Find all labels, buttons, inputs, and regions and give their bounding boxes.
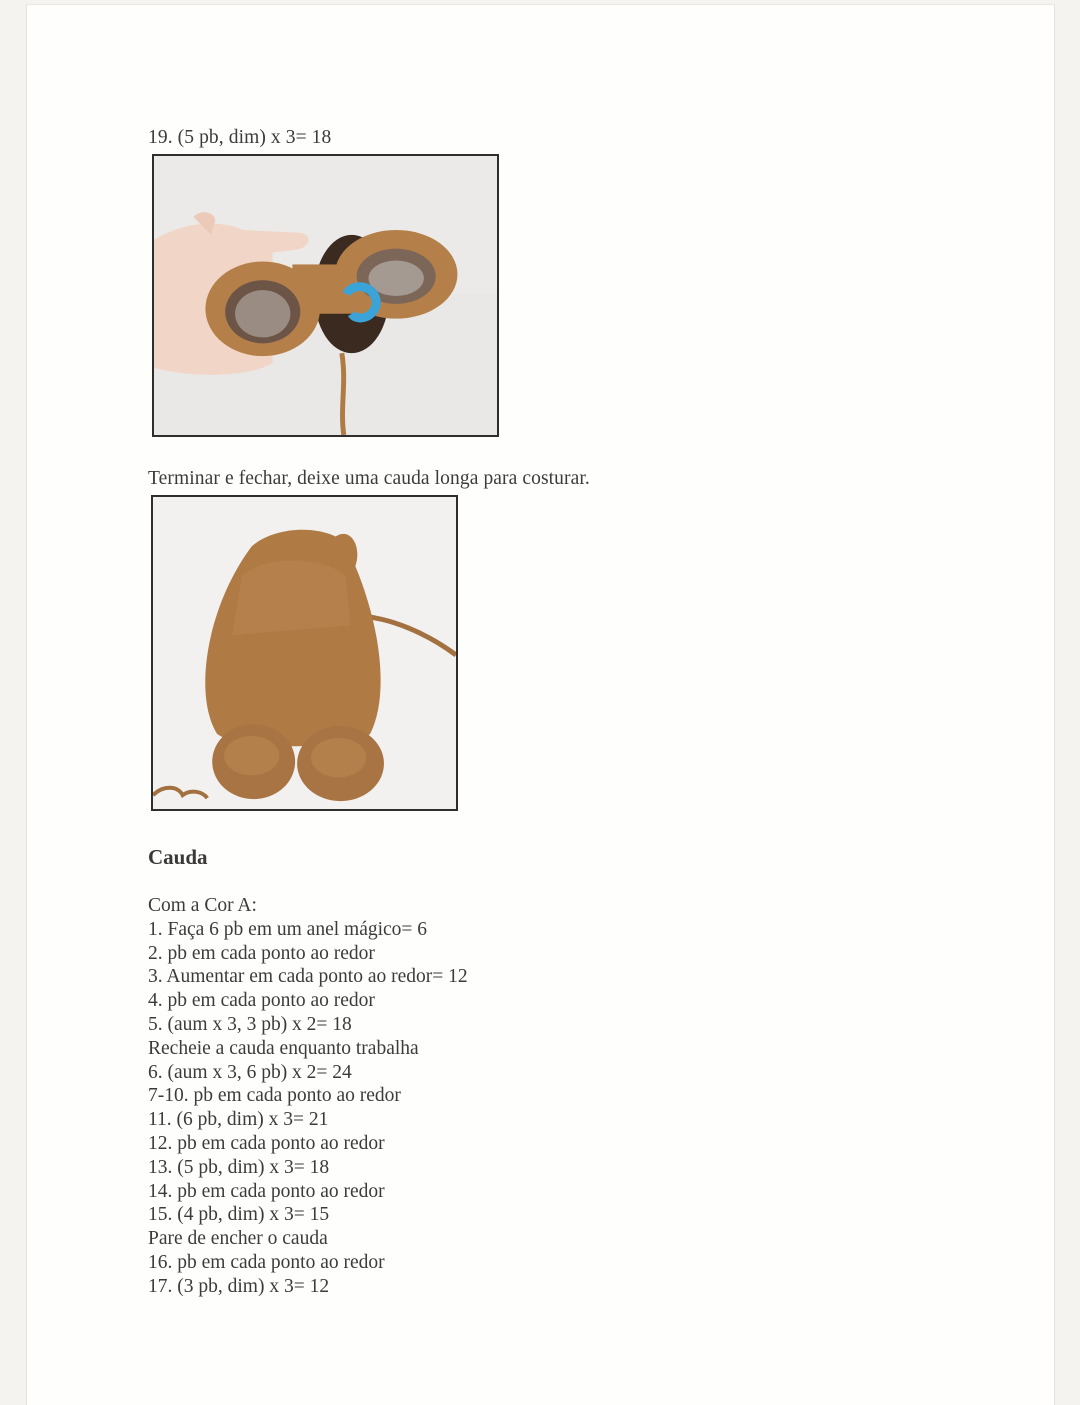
instruction-line: 5. (aum x 3, 3 pb) x 2= 18 xyxy=(148,1013,352,1035)
crochet-photo-in-progress xyxy=(152,154,499,437)
section-title-cauda: Cauda xyxy=(148,845,208,869)
finish-instruction-text: Terminar e fechar, deixe uma cauda longa para costurar. xyxy=(148,468,590,489)
instruction-line: 7-10. pb em cada ponto ao redor xyxy=(148,1085,401,1107)
instruction-line: 13. (5 pb, dim) x 3= 18 xyxy=(148,1156,330,1178)
instruction-line: 6. (aum x 3, 6 pb) x 2= 24 xyxy=(148,1061,352,1083)
row-19-text: 19. (5 pb, dim) x 3= 18 xyxy=(148,127,332,148)
instruction-line: 15. (4 pb, dim) x 3= 15 xyxy=(148,1204,330,1226)
crochet-photo-finished-body xyxy=(151,495,458,811)
instruction-line: 11. (6 pb, dim) x 3= 21 xyxy=(148,1109,329,1131)
cauda-instructions-list xyxy=(148,894,468,1299)
instruction-line: 14. pb em cada ponto ao redor xyxy=(148,1180,385,1202)
instruction-line: 17. (3 pb, dim) x 3= 12 xyxy=(148,1275,330,1297)
instruction-line: 2. pb em cada ponto ao redor xyxy=(148,942,375,964)
instruction-line: 4. pb em cada ponto ao redor xyxy=(148,990,375,1012)
crochet-body-image xyxy=(153,497,456,809)
instruction-line: 12. pb em cada ponto ao redor xyxy=(148,1132,385,1154)
instruction-line: Com a Cor A: xyxy=(148,895,257,916)
hand-with-crochet-image xyxy=(154,156,497,435)
instruction-line: Recheie a cauda enquanto trabalha xyxy=(148,1037,419,1059)
instruction-line: Pare de encher o cauda xyxy=(148,1228,328,1250)
instruction-line: 3. Aumentar em cada ponto ao redor= 12 xyxy=(148,966,468,988)
instruction-line: 1. Faça 6 pb em um anel mágico= 6 xyxy=(148,918,428,940)
instruction-line: 16. pb em cada ponto ao redor xyxy=(148,1251,385,1273)
